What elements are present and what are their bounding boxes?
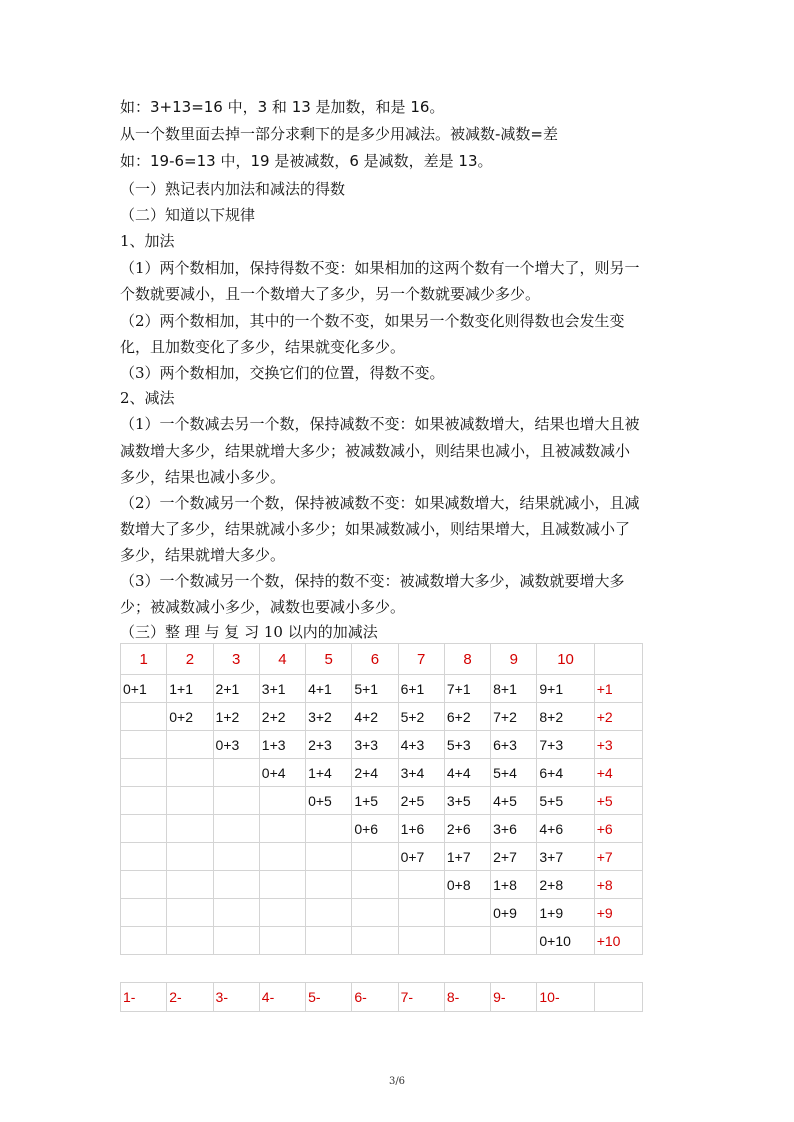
table-row (121, 759, 643, 787)
header-cell: 7- (398, 983, 444, 1012)
table-cell (213, 899, 259, 927)
section-title-2: （二）知道以下规律 (120, 206, 256, 224)
table-row (121, 927, 643, 955)
table-row (121, 843, 643, 871)
addition-rule-1a: （1）两个数相加，保持得数不变：如果相加的这两个数有一个增大了，则另一 (120, 259, 640, 277)
table-cell: 1+3 (259, 731, 305, 759)
table-cell: 2+2 (259, 703, 305, 731)
text-line-3: 如：19-6=13 中，19 是被减数，6 是减数，差是 13。 (120, 152, 493, 170)
addition-rule-3: （3）两个数相加，交换它们的位置，得数不变。 (120, 364, 445, 382)
table-cell: 1+1 (167, 675, 213, 703)
table-row (121, 871, 643, 899)
table-cell (167, 759, 213, 787)
table-cell: 5+4 (491, 759, 537, 787)
table-cell (213, 927, 259, 955)
table-cell (352, 927, 398, 955)
table-cell (167, 843, 213, 871)
table-cell: 4+5 (491, 787, 537, 815)
table-cell: 9+1 (537, 675, 594, 703)
page-number: 3/6 (388, 1076, 406, 1087)
table-cell: 4+3 (398, 731, 444, 759)
table-row (121, 675, 643, 703)
table-row (121, 787, 643, 815)
table-cell: 2+4 (352, 759, 398, 787)
row-label-cell: +4 (594, 759, 642, 787)
header-cell: 8- (444, 983, 490, 1012)
table-cell: 0+2 (167, 703, 213, 731)
table-cell: 1+8 (491, 871, 537, 899)
subtraction-heading: 2、减法 (120, 389, 175, 407)
table-cell (121, 787, 167, 815)
table-cell (259, 899, 305, 927)
table-cell (306, 871, 352, 899)
header-cell: 9 (491, 644, 537, 675)
table-cell: 7+1 (444, 675, 490, 703)
header-cell: 6- (352, 983, 398, 1012)
table-cell: 2+7 (491, 843, 537, 871)
table-cell (167, 815, 213, 843)
table-cell (121, 927, 167, 955)
table-cell: 2+5 (398, 787, 444, 815)
table-cell (167, 731, 213, 759)
table-cell: 3+5 (444, 787, 490, 815)
header-cell (594, 644, 642, 675)
table-cell (306, 843, 352, 871)
table-cell (213, 759, 259, 787)
table-cell (398, 871, 444, 899)
table-cell (167, 927, 213, 955)
table-cell: 2+3 (306, 731, 352, 759)
table-row (121, 731, 643, 759)
table-cell: 3+2 (306, 703, 352, 731)
subtraction-rule-2b: 数增大了多少，结果就减小多少；如果减数减小，则结果增大，且减数减小了 (120, 520, 631, 538)
table-cell (259, 871, 305, 899)
table-cell (121, 843, 167, 871)
table-row (121, 703, 643, 731)
text-line-1: 如：3+13=16 中，3 和 13 是加数，和是 16。 (120, 98, 445, 116)
table-cell: 0+5 (306, 787, 352, 815)
table-cell: 1+2 (213, 703, 259, 731)
table-cell: 1+6 (398, 815, 444, 843)
header-cell: 3 (213, 644, 259, 675)
table-cell (167, 871, 213, 899)
table-cell (121, 759, 167, 787)
table-cell: 1+9 (537, 899, 594, 927)
header-cell: 8 (444, 644, 490, 675)
table-cell: 3+4 (398, 759, 444, 787)
table-cell (352, 899, 398, 927)
header-cell: 5- (306, 983, 352, 1012)
table-cell: 7+3 (537, 731, 594, 759)
addition-heading: 1、加法 (120, 232, 175, 250)
table-cell (259, 927, 305, 955)
table-cell: 0+1 (121, 675, 167, 703)
subtraction-rule-2c: 多少，结果就增大多少。 (120, 546, 286, 564)
text-line-2: 从一个数里面去掉一部分求剩下的是多少用减法。被减数-减数=差 (120, 125, 558, 143)
table-header-row (121, 644, 643, 675)
table-cell: 7+2 (491, 703, 537, 731)
row-label-cell: +6 (594, 815, 642, 843)
table-cell (213, 871, 259, 899)
table-cell (352, 843, 398, 871)
table-cell (121, 899, 167, 927)
addition-rule-2b: 化，且加数变化了多少，结果就变化多少。 (120, 338, 406, 356)
row-label-cell: +1 (594, 675, 642, 703)
table-cell: 3+3 (352, 731, 398, 759)
subtraction-rule-2a: （2）一个数减另一个数，保持被减数不变：如果减数增大，结果就减小，且减 (120, 494, 640, 512)
table-cell (259, 843, 305, 871)
row-label-cell: +8 (594, 871, 642, 899)
table-cell: 0+7 (398, 843, 444, 871)
subtraction-rule-1a: （1）一个数减去另一个数，保持减数不变：如果被减数增大，结果也增大且被 (120, 415, 640, 433)
table-cell: 5+5 (537, 787, 594, 815)
table-cell (259, 815, 305, 843)
header-cell: 10 (537, 644, 594, 675)
table-cell: 4+6 (537, 815, 594, 843)
table-cell (444, 899, 490, 927)
header-cell: 5 (306, 644, 352, 675)
table-cell (121, 731, 167, 759)
header-cell: 2- (167, 983, 213, 1012)
table-cell (121, 703, 167, 731)
table-cell: 4+1 (306, 675, 352, 703)
subtraction-table (120, 982, 643, 1012)
table-cell: 1+5 (352, 787, 398, 815)
addition-table (120, 643, 643, 955)
table-cell (213, 815, 259, 843)
table-cell: 0+6 (352, 815, 398, 843)
table-cell (121, 871, 167, 899)
table-cell (213, 843, 259, 871)
table-cell: 3+1 (259, 675, 305, 703)
row-label-cell: +2 (594, 703, 642, 731)
header-cell: 10- (537, 983, 594, 1012)
header-cell: 1 (121, 644, 167, 675)
table-cell: 6+1 (398, 675, 444, 703)
table-cell: 0+9 (491, 899, 537, 927)
table-row (121, 899, 643, 927)
row-label-cell: +3 (594, 731, 642, 759)
table-cell: 8+2 (537, 703, 594, 731)
table-cell (167, 899, 213, 927)
section-title-1: （一）熟记表内加法和减法的得数 (120, 180, 346, 198)
table-cell (121, 815, 167, 843)
table-cell: 2+1 (213, 675, 259, 703)
table-cell (444, 927, 490, 955)
header-cell: 4 (259, 644, 305, 675)
table-cell (306, 927, 352, 955)
table-row (121, 815, 643, 843)
addition-rule-1b: 个数就要减小，且一个数增大了多少，另一个数就要减少多少。 (120, 285, 541, 303)
row-label-cell: +5 (594, 787, 642, 815)
table-cell (491, 927, 537, 955)
table-cell: 5+3 (444, 731, 490, 759)
table-cell (259, 787, 305, 815)
table-cell: 5+1 (352, 675, 398, 703)
addition-rule-2a: （2）两个数相加，其中的一个数不变，如果另一个数变化则得数也会发生变 (120, 312, 625, 330)
table-cell: 6+4 (537, 759, 594, 787)
table-cell: 1+7 (444, 843, 490, 871)
table-cell: 6+3 (491, 731, 537, 759)
subtraction-rule-3a: （3）一个数减另一个数，保持的数不变：被减数增大多少，减数就要增大多 (120, 572, 625, 590)
header-cell: 2 (167, 644, 213, 675)
subtraction-rule-3b: 少；被减数减小多少，减数也要减小多少。 (120, 598, 406, 616)
table-cell (306, 815, 352, 843)
row-label-cell: +7 (594, 843, 642, 871)
table-cell (213, 787, 259, 815)
table-cell: 5+2 (398, 703, 444, 731)
subtraction-rule-1b: 减数增大多少，结果就增大多少；被减数减小，则结果也减小，且被减数减小 (120, 442, 631, 460)
header-cell: 7 (398, 644, 444, 675)
row-label-cell: +10 (594, 927, 642, 955)
header-cell: 3- (213, 983, 259, 1012)
table-cell (352, 871, 398, 899)
table-header-row (121, 983, 643, 1012)
subtraction-rule-1c: 多少，结果也减小多少。 (120, 468, 286, 486)
row-label-cell: +9 (594, 899, 642, 927)
table-cell: 2+8 (537, 871, 594, 899)
table-cell: 0+10 (537, 927, 594, 955)
table-cell (398, 927, 444, 955)
table-cell: 3+7 (537, 843, 594, 871)
table-cell: 1+4 (306, 759, 352, 787)
table-cell: 3+6 (491, 815, 537, 843)
header-cell: 6 (352, 644, 398, 675)
header-cell: 9- (491, 983, 537, 1012)
header-cell (594, 983, 642, 1012)
section-title-3: （三）整 理 与 复 习 10 以内的加减法 (120, 623, 378, 641)
table-cell: 2+6 (444, 815, 490, 843)
table-cell: 0+3 (213, 731, 259, 759)
table-cell (306, 899, 352, 927)
table-cell: 0+4 (259, 759, 305, 787)
table-cell (167, 787, 213, 815)
table-cell: 4+4 (444, 759, 490, 787)
header-cell: 1- (121, 983, 167, 1012)
table-cell (398, 899, 444, 927)
table-cell: 6+2 (444, 703, 490, 731)
table-cell: 4+2 (352, 703, 398, 731)
table-cell: 0+8 (444, 871, 490, 899)
header-cell: 4- (259, 983, 305, 1012)
table-cell: 8+1 (491, 675, 537, 703)
